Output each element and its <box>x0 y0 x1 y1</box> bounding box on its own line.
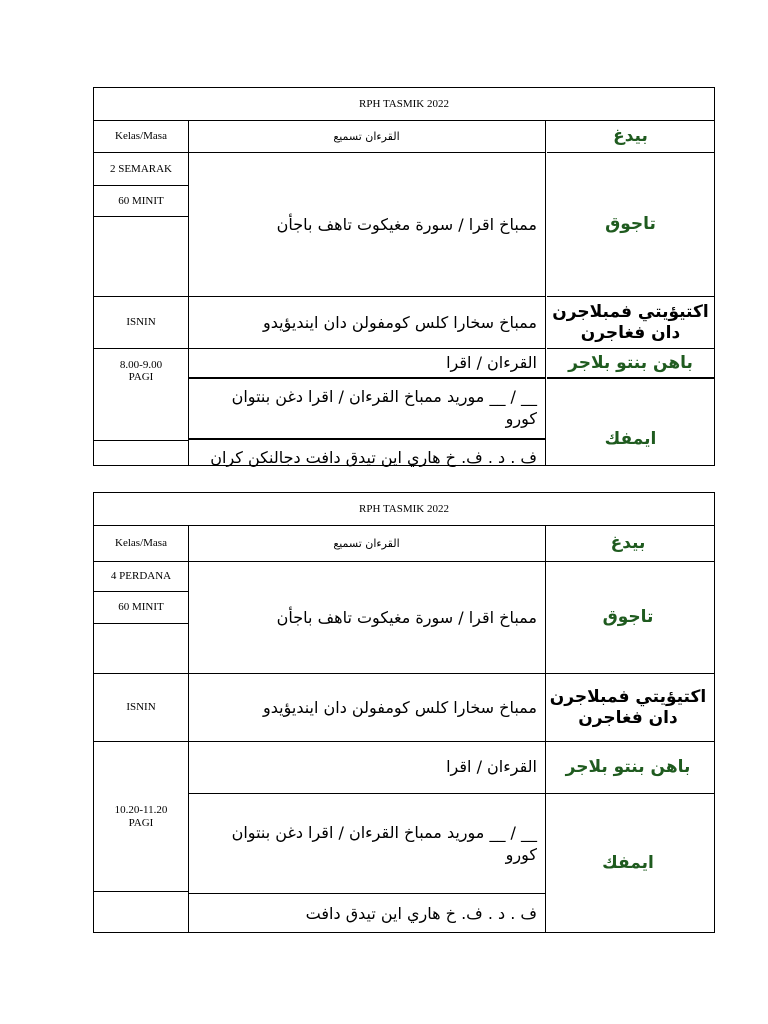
rph-table-2 <box>93 492 715 933</box>
impak-label: ايمفك <box>604 429 657 450</box>
tajuk-content: ممباخ اقرا / سورة مغيكوت تاهف باجأن <box>188 562 545 674</box>
content-column <box>188 526 546 933</box>
bahan-label: باهن بنتو بلاجر <box>547 349 714 379</box>
subject-header: القرءان تسميع <box>188 121 545 153</box>
time: 8.00-9.00 PAGI <box>94 349 188 441</box>
label-column <box>542 526 714 933</box>
kelas-masa-column <box>94 121 189 466</box>
day: ISNIN <box>94 297 188 349</box>
kelas-masa-header: Kelas/Masa <box>94 526 188 562</box>
bahan-content: القرءان / اقرا <box>188 349 545 379</box>
tajuk-label: تاجوق <box>542 562 714 674</box>
impak-content-2: ف . د . ف. خ هاري اين تيدق دافت دجالنكن كران <box>210 448 537 467</box>
bahan-content: القرءان / اقرا <box>188 742 545 794</box>
impak-content-2: ف . د . ف. خ هاري اين تيدق دافت <box>305 904 537 924</box>
bahan-label: باهن بنتو بلاجر <box>542 742 714 794</box>
duration: 60 MINIT <box>94 186 188 217</box>
rph-table-1 <box>93 87 715 466</box>
time: 10.20-11.20 PAGI <box>94 742 188 892</box>
aktiviti-label: اكتيؤيتي فمبلاجرن دان فغاجرن <box>542 674 714 742</box>
table-title: RPH TASMIK 2022 <box>94 88 714 121</box>
kelas-masa-column <box>94 526 189 933</box>
content-column <box>188 121 546 466</box>
empty-cell <box>94 624 188 674</box>
kelas-masa-header: Kelas/Masa <box>94 121 188 153</box>
impak-content-1: __ / __ موريد ممباخ القرءان / اقرا دغن بنتوان كورو <box>188 794 545 894</box>
subject-header: القرءان تسميع <box>188 526 545 562</box>
aktiviti-label: اكتيؤيتي فمبلاجرن دان فغاجرن <box>547 297 714 349</box>
impak-content-1: __ / __ موريد ممباخ القرءان / اقرا دغن بنتوان كورو <box>188 380 545 440</box>
duration: 60 MINIT <box>94 592 188 624</box>
aktiviti-content: ممباخ سخارا كلس كومفولن دان اينديؤيدو <box>188 297 545 349</box>
aktiviti-content: ممباخ سخارا كلس كومفولن دان اينديؤيدو <box>188 674 545 742</box>
class-name: 4 PERDANA <box>94 562 188 592</box>
tajuk-content: ممباخ اقرا / سورة مغيكوت تاهف باجأن <box>188 153 545 297</box>
tajuk-label: تاجوق <box>547 153 714 297</box>
label-column <box>547 121 714 466</box>
table-title: RPH TASMIK 2022 <box>94 493 714 526</box>
bidang-label: بيدغ <box>542 526 714 562</box>
day: ISNIN <box>94 674 188 742</box>
class-name: 2 SEMARAK <box>94 153 188 186</box>
empty-cell <box>94 217 188 297</box>
impak-label: ايمفك <box>602 853 654 874</box>
bidang-label: بيدغ <box>547 121 714 153</box>
